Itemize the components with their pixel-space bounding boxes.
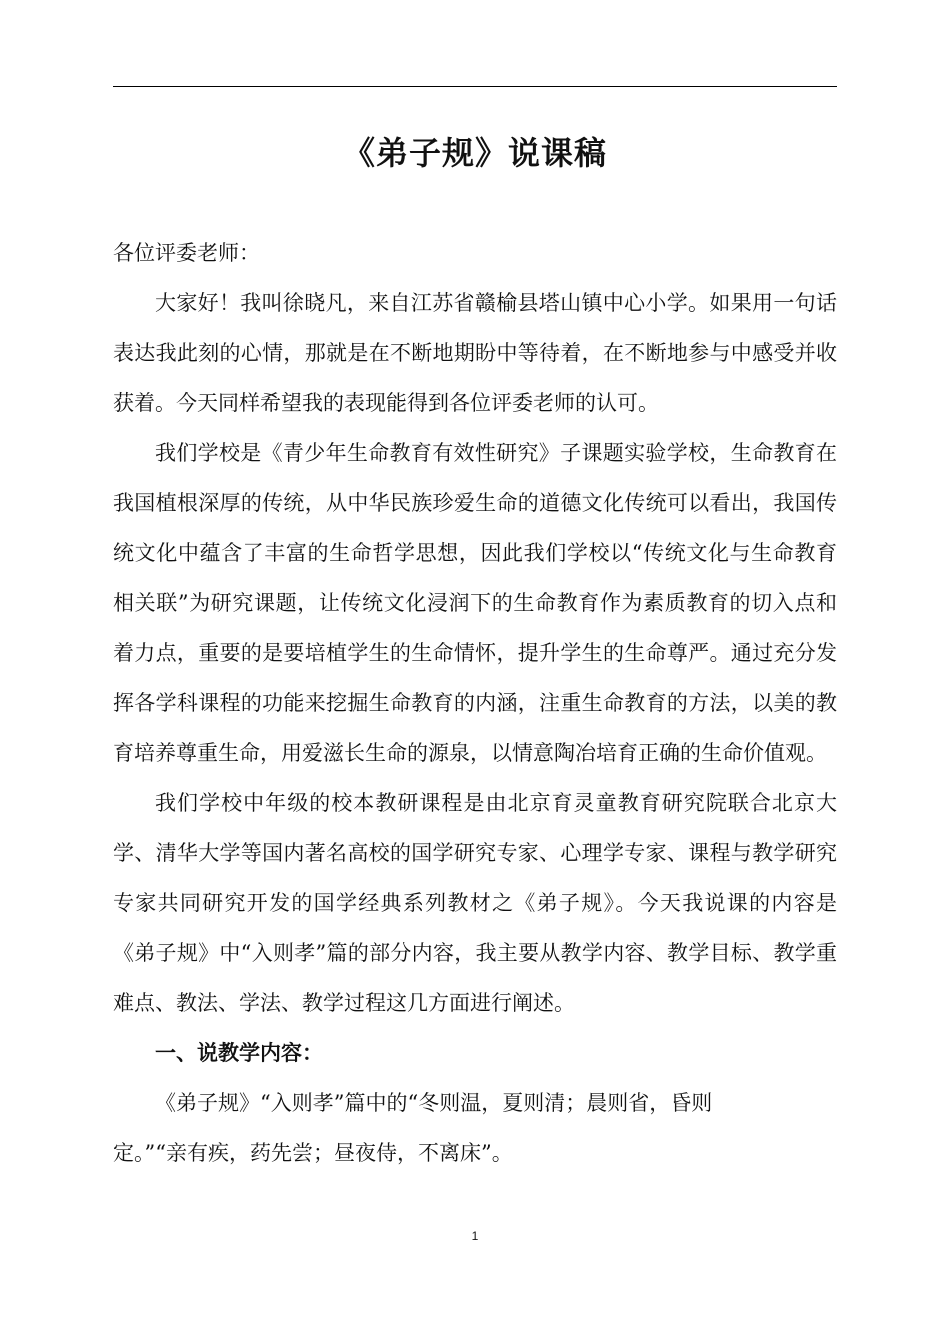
content-line-continued: 定。”“亲有疾，药先尝；昼夜侍，不离床”。 [113,1141,513,1165]
document-title: 《弟子规》说课稿 [342,134,607,172]
header-rule [113,86,837,87]
page-number: 1 [471,1229,479,1243]
section-heading: 一、说教学内容： [155,1040,323,1065]
document-body [113,228,837,1178]
content-line: 《弟子规》“入则孝”篇中的“冬则温，夏则清；晨则省，昏则 [155,1091,713,1115]
paragraph-curriculum: 我们学校中年级的校本教研课程是由北京育灵童教育研究院联合北京大学、清华大学等国内著名高校的国学研究专家、心理学专家、课程与教学研究专家共同研究开发的国学经典系列教材之《弟子规》。今天我说课的内容是《弟子规》中“入则孝”篇的部分内容，我主要从教学内容、教学目标、教学重难点、教法、学法、教学过程这几方面进行阐述。 [113,791,837,1015]
paragraph-introduction: 大家好！我叫徐晓凡，来自江苏省赣榆县塔山镇中心小学。如果用一句话表达我此刻的心情，那就是在不断地期盼中等待着，在不断地参与中感受并收获着。今天同样希望我的表现能得到各位评委老师的认可。 [113,291,837,415]
salutation: 各位评委老师： [113,241,260,265]
paragraph-school-background: 我们学校是《青少年生命教育有效性研究》子课题实验学校，生命教育在我国植根深厚的传统，从中华民族珍爱生命的道德文化传统可以看出，我国传统文化中蕴含了丰富的生命哲学思想，因此我们学校以“传统文化与生命教育相关联”为研究课题，让传统文化浸润下的生命教育作为素质教育的切入点和着力点，重要的是要培植学生的生命情怀，提升学生的生命尊严。通过充分发挥各学科课程的功能来挖掘生命教育的内涵，注重生命教育的方法，以美的教育培养尊重生命，用爱滋长生命的源泉，以情意陶冶培育正确的生命价值观。 [113,441,837,765]
